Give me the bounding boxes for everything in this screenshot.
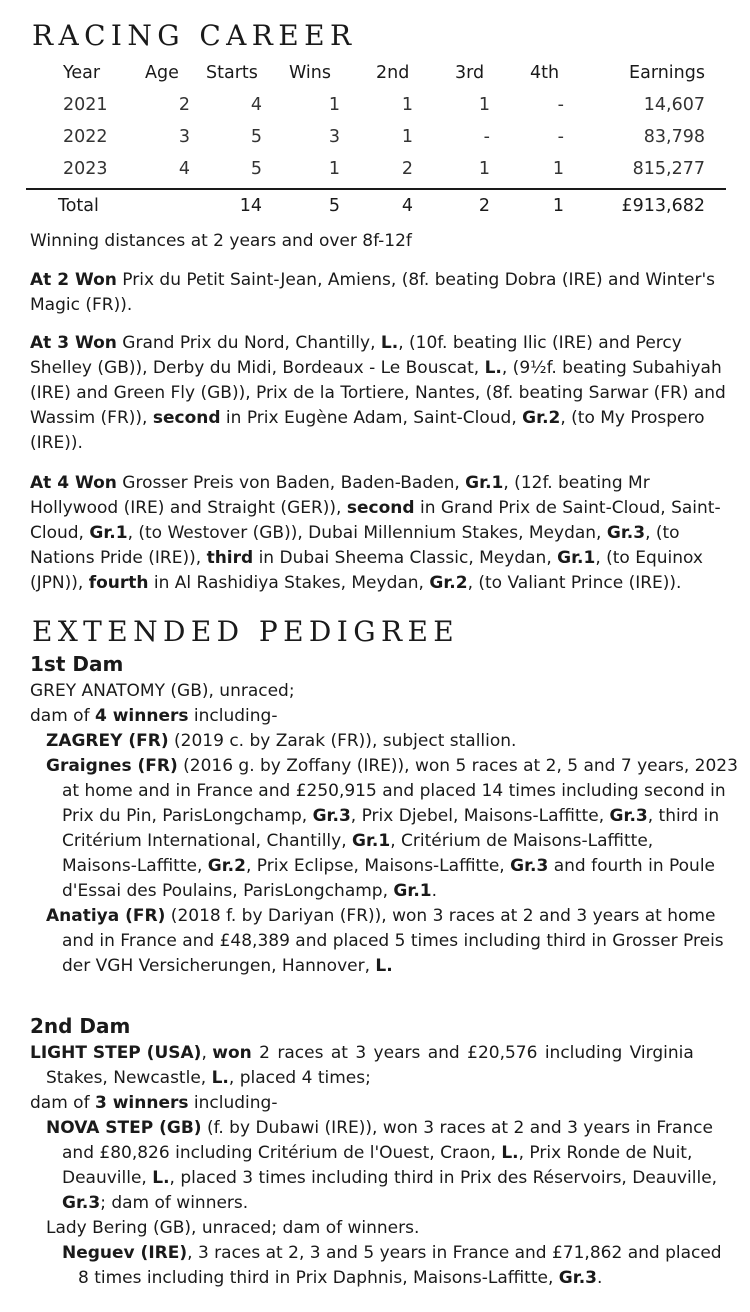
text: , placed 4 times;: [228, 1068, 371, 1088]
cell-2nd: 1: [401, 95, 413, 115]
total-label: Total: [58, 196, 99, 216]
extended-pedigree-heading: EXTENDED PEDIGREE: [32, 615, 460, 648]
cell-earnings: 83,798: [643, 127, 705, 147]
horse-name: ZAGREY (FR): [46, 731, 169, 751]
total-2nd: 4: [401, 196, 413, 216]
text: .: [431, 881, 438, 901]
horse-name: Anatiya (FR): [46, 906, 166, 926]
grade-label: Gr.3: [510, 856, 549, 876]
horse-detail: [46, 1141, 726, 1166]
text: 8 times including third in Prix Daphnis, Maisons-Laffitte,: [78, 1268, 559, 1288]
text: and fourth in Poule: [548, 856, 716, 876]
horse-detail: at home and in France and £250,915 and placed 14 times including second in: [62, 781, 726, 801]
cell-year: 2023: [63, 159, 108, 179]
total-4th: 1: [552, 196, 564, 216]
second-dam-name: [30, 1041, 726, 1066]
col-3rd: 3rd: [455, 63, 485, 83]
age-4-text: , (to Equinox (JPN)),: [30, 548, 703, 593]
col-earnings: Earnings: [629, 63, 705, 83]
cell-wins: 3: [328, 127, 340, 147]
total-wins: 5: [328, 196, 340, 216]
text: d'Essai des Poulains, ParisLongchamp,: [62, 881, 394, 901]
placing-label: fourth: [88, 573, 149, 593]
text: , Prix Ronde de Nuit,: [518, 1143, 693, 1163]
grade-label: Gr.3: [606, 523, 646, 543]
age-4-text: , (to Valiant Prince (IRE)).: [467, 573, 682, 593]
cell-2nd: 2: [401, 159, 413, 179]
text: , placed 3 times including third in Prix des Réservoirs, Deauville,: [169, 1168, 718, 1188]
first-dam-produce: [30, 704, 726, 729]
grade-label: Gr.1: [352, 831, 391, 851]
age-4-text: , (12f. beating Mr Hollywood (IRE) and Straight (GER)),: [30, 473, 650, 518]
age-2-lead: At 2 Won: [30, 270, 117, 290]
grade-label: L.: [375, 956, 393, 976]
first-dam-block: [30, 679, 738, 979]
progeny-zagrey: [46, 729, 726, 754]
text: ; dam of winners.: [100, 1193, 249, 1213]
progeny-neguev: [62, 1241, 726, 1291]
cell-starts: 5: [250, 159, 262, 179]
table-total-row: [30, 196, 726, 224]
placing-label: second: [346, 498, 415, 518]
cell-earnings: 815,277: [632, 159, 705, 179]
horse-detail: [46, 1191, 726, 1216]
grade-label: Gr.1: [89, 523, 128, 543]
horse-detail: [46, 854, 726, 879]
racing-career-heading: RACING CAREER: [32, 19, 357, 52]
winner-count: 4 winners: [94, 706, 189, 726]
placing-label: won: [212, 1043, 252, 1063]
cell-3rd: -: [483, 127, 490, 147]
text: dam of: [30, 1093, 95, 1113]
second-dam-detail: [30, 1066, 726, 1091]
cell-age: 2: [178, 95, 190, 115]
grade-label: Gr.2: [429, 573, 468, 593]
horse-name: Graignes (FR): [46, 756, 178, 776]
text: , Critérium de Maisons-Laffitte,: [390, 831, 654, 851]
grade-label: L.: [484, 358, 502, 378]
text: dam of: [30, 706, 95, 726]
age-4-text: in Grand Prix de Saint-Cloud, Saint-Cloud,: [30, 498, 721, 543]
first-dam-title: 1st Dam: [30, 652, 124, 676]
age-2-summary: [30, 268, 726, 318]
cell-2nd: 1: [401, 127, 413, 147]
cell-4th: -: [557, 127, 564, 147]
age-3-text: , (9½f. beating Subahiyah (IRE) and Green Fly (GB)), Prix de la Tortiere, Nantes, (8f. beating Sarwar (FR) and Wassim (FR)),: [30, 358, 726, 428]
grade-label: L.: [501, 1143, 519, 1163]
career-table: [30, 60, 726, 188]
age-3-lead: At 3 Won: [30, 333, 117, 353]
horse-detail: and in France and £48,389 and placed 5 times including third in Grosser Preis: [62, 931, 724, 951]
first-dam-name: GREY ANATOMY (GB), unraced;: [30, 681, 295, 701]
table-header-row: [30, 60, 726, 92]
text: and £80,826 including Critérium de l'Ouest, Craon,: [62, 1143, 502, 1163]
cell-4th: 1: [552, 159, 564, 179]
horse-detail: [62, 1266, 726, 1291]
placing-label: second: [152, 408, 221, 428]
age-4-lead: At 4 Won: [30, 473, 117, 493]
horse-name: LIGHT STEP (USA): [30, 1043, 202, 1063]
cell-age: 4: [178, 159, 190, 179]
text: Prix du Pin, ParisLongchamp,: [62, 806, 313, 826]
total-starts: 14: [239, 196, 262, 216]
age-4-text: in Dubai Sheema Classic, Meydan,: [253, 548, 558, 568]
col-2nd: 2nd: [376, 63, 410, 83]
col-wins: Wins: [289, 63, 331, 83]
horse-detail: (f. by Dubawi (IRE)), won 3 races at 2 and 3 years in France: [201, 1118, 713, 1138]
table-row: [30, 124, 726, 156]
placing-label: third: [206, 548, 254, 568]
horse-name: Neguev (IRE): [62, 1243, 188, 1263]
progeny-graignes: [46, 754, 738, 904]
grade-label: Gr.1: [557, 548, 596, 568]
progeny-nova-step: [46, 1116, 726, 1216]
horse-detail: (2018 f. by Dariyan (FR)), won 3 races at 2 and 3 years at home: [165, 906, 716, 926]
text: , Prix Djebel, Maisons-Laffitte,: [350, 806, 610, 826]
text: including-: [188, 706, 278, 726]
col-year: Year: [63, 63, 101, 83]
col-age: Age: [145, 63, 179, 83]
text: Stakes, Newcastle,: [46, 1068, 212, 1088]
text: 2 races at 3 years and £20,576 including Virginia: [251, 1043, 694, 1063]
second-dam-title: 2nd Dam: [30, 1014, 131, 1038]
horse-detail: [46, 879, 726, 904]
horse-detail: (2019 c. by Zarak (FR)), subject stallion.: [168, 731, 517, 751]
text: Deauville,: [62, 1168, 153, 1188]
cell-earnings: 14,607: [643, 95, 705, 115]
horse-detail: [46, 829, 726, 854]
total-earnings: £913,682: [621, 196, 705, 216]
cell-age: 3: [178, 127, 190, 147]
age-4-summary: [30, 471, 726, 596]
progeny-anatiya: [46, 904, 726, 979]
text: der VGH Versicherungen, Hannover,: [62, 956, 376, 976]
cell-year: 2022: [63, 127, 108, 147]
cell-3rd: 1: [478, 95, 490, 115]
text: .: [596, 1268, 603, 1288]
text: ,: [201, 1043, 213, 1063]
text: including-: [188, 1093, 278, 1113]
age-4-text: Grosser Preis von Baden, Baden-Baden,: [116, 473, 466, 493]
second-dam-block: [30, 1041, 726, 1291]
age-4-text: , (to Westover (GB)), Dubai Millennium Stakes, Meydan,: [127, 523, 607, 543]
col-starts: Starts: [206, 63, 258, 83]
age-3-text: , (to My Prospero (IRE)).: [30, 408, 705, 453]
grade-label: L.: [380, 333, 399, 353]
winning-distances: Winning distances at 2 years and over 8f-12f: [30, 231, 412, 251]
age-2-text: Prix du Petit Saint-Jean, Amiens, (8f. beating Dobra (IRE) and Winter's Magic (FR)).: [30, 270, 716, 315]
grade-label: Gr.3: [558, 1268, 597, 1288]
cell-year: 2021: [63, 95, 108, 115]
grade-label: L.: [152, 1168, 170, 1188]
table-row: [30, 92, 726, 124]
grade-label: Gr.3: [609, 806, 648, 826]
col-4th: 4th: [530, 63, 560, 83]
text: Maisons-Laffitte,: [62, 856, 208, 876]
grade-label: L.: [211, 1068, 229, 1088]
age-3-text: in Prix Eugène Adam, Saint-Cloud,: [220, 408, 523, 428]
grade-label: Gr.3: [312, 806, 351, 826]
second-dam-produce: [30, 1091, 726, 1116]
table-divider: [26, 188, 726, 190]
grade-label: Gr.3: [62, 1193, 101, 1213]
text: Critérium International, Chantilly,: [62, 831, 353, 851]
text: , third in: [647, 806, 720, 826]
horse-detail: (2016 g. by Zoffany (IRE)), won 5 races at 2, 5 and 7 years, 2023: [177, 756, 738, 776]
horse-detail: [46, 804, 726, 829]
age-3-summary: [30, 331, 726, 456]
grade-label: Gr.1: [465, 473, 504, 493]
age-3-text: , (10f. beating Ilic (IRE) and Percy Shelley (GB)), Derby du Midi, Bordeaux - Le Bouscat,: [30, 333, 682, 378]
cell-wins: 1: [328, 95, 340, 115]
cell-starts: 4: [250, 95, 262, 115]
grade-label: Gr.2: [522, 408, 561, 428]
horse-name: NOVA STEP (GB): [46, 1118, 202, 1138]
total-3rd: 2: [478, 196, 490, 216]
cell-4th: -: [557, 95, 564, 115]
winner-count: 3 winners: [94, 1093, 189, 1113]
progeny-lady-bering: Lady Bering (GB), unraced; dam of winners.: [46, 1218, 420, 1238]
cell-starts: 5: [250, 127, 262, 147]
text: , Prix Eclipse, Maisons-Laffitte,: [245, 856, 511, 876]
age-4-text: , (to Nations Pride (IRE)),: [30, 523, 680, 568]
cell-wins: 1: [328, 159, 340, 179]
horse-detail: , 3 races at 2, 3 and 5 years in France and £71,862 and placed: [187, 1243, 722, 1263]
cell-3rd: 1: [478, 159, 490, 179]
horse-detail: [46, 954, 726, 979]
horse-detail: [46, 1166, 726, 1191]
table-row: [30, 156, 726, 188]
grade-label: Gr.1: [393, 881, 432, 901]
age-3-text: Grand Prix du Nord, Chantilly,: [116, 333, 381, 353]
grade-label: Gr.2: [207, 856, 246, 876]
age-4-text: in Al Rashidiya Stakes, Meydan,: [148, 573, 430, 593]
